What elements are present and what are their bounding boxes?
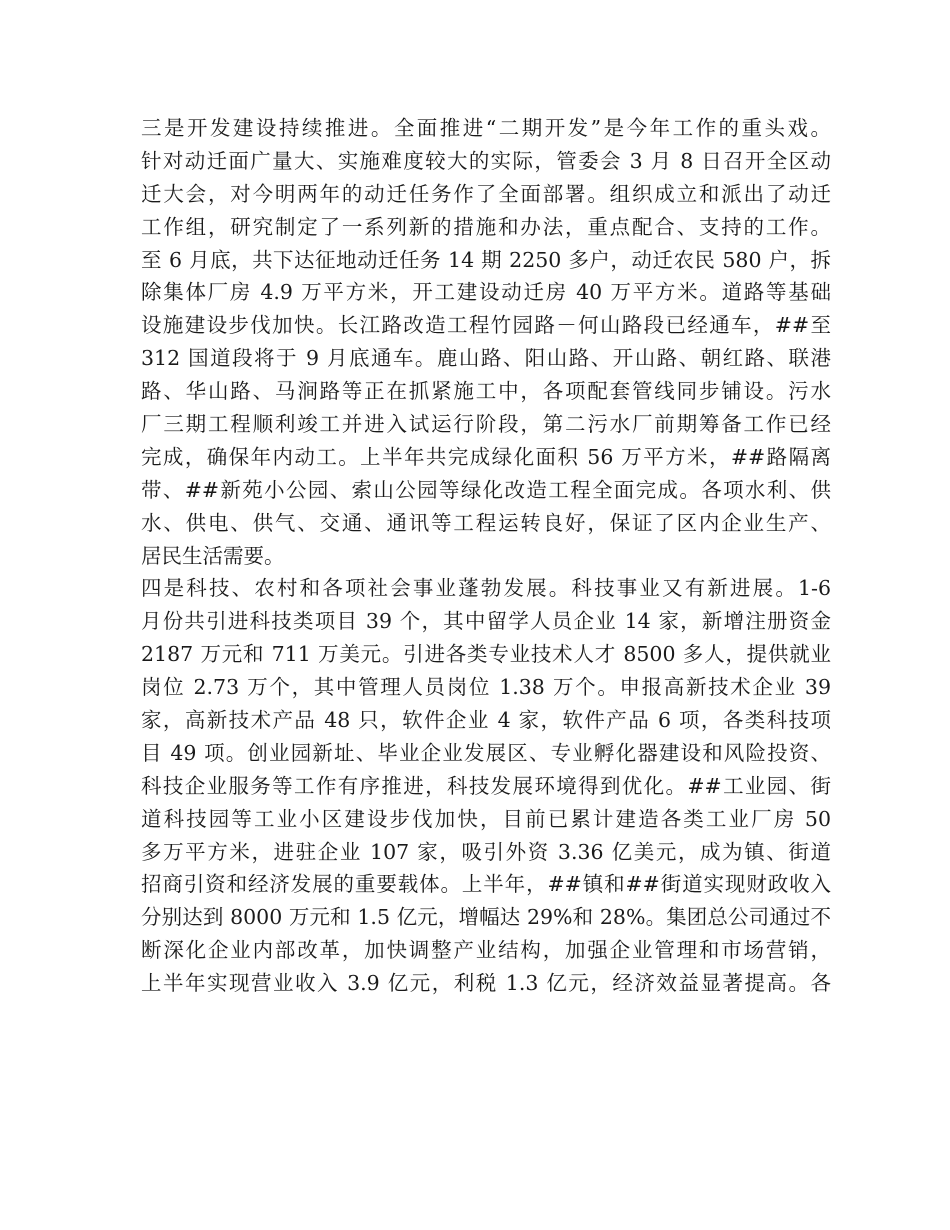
- text-line: 月份共引进科技类项目 39 个，其中留学人员企业 14 家，新增注册资金: [141, 609, 831, 634]
- text-line: 多万平方米，进驻企业 107 家，吸引外资 3.36 亿美元，成为镇、街道: [141, 839, 831, 864]
- text-line: 三是开发建设持续推进。全面推进“二期开发”是今年工作的重头戏。: [141, 116, 831, 140]
- text-line: 厂三期工程顺利竣工并进入试运行阶段，第二污水厂前期筹备工作已经: [141, 412, 831, 437]
- text-line: 312 国道段将于 9 月底通车。鹿山路、阳山路、开山路、朝红路、联港: [141, 346, 831, 371]
- text-line: 针对动迁面广量大、实施难度较大的实际，管委会 3 月 8 日召开全区动: [141, 148, 831, 173]
- text-line: 招商引资和经济发展的重要载体。上半年，##镇和##街道实现财政收入: [141, 872, 831, 897]
- text-line: 至 6 月底，共下达征地动迁任务 14 期 2250 多户，动迁农民 580 户，拆: [141, 247, 831, 272]
- text-line: 四是科技、农村和各项社会事业蓬勃发展。科技事业又有新进展。1-6: [141, 576, 831, 601]
- text-line: 上半年实现营业收入 3.9 亿元，利税 1.3 亿元，经济效益显著提高。各: [141, 971, 831, 996]
- text-line: 水、供电、供气、交通、通讯等工程运转良好，保证了区内企业生产、: [141, 510, 831, 535]
- text-line: 除集体厂房 4.9 万平方米，开工建设动迁房 40 万平方米。道路等基础: [141, 280, 831, 305]
- text-line: 目 49 项。创业园新址、毕业企业发展区、专业孵化器建设和风险投资、: [141, 740, 831, 765]
- text-line: 带、##新苑小公园、索山公园等绿化改造工程全面完成。各项水利、供: [141, 477, 831, 502]
- text-line: 完成，确保年内动工。上半年共完成绿化面积 56 万平方米，##路隔离: [141, 444, 831, 469]
- text-line: 道科技园等工业小区建设步伐加快，目前已累计建造各类工业厂房 50: [141, 806, 831, 831]
- body-text: [141, 112, 831, 1000]
- text-line: 路、华山路、马涧路等正在抓紧施工中，各项配套管线同步铺设。污水: [141, 379, 831, 404]
- text-line: 岗位 2.73 万个，其中管理人员岗位 1.38 万个。申报高新技术企业 39: [141, 675, 831, 700]
- text-line: 迁大会，对今明两年的动迁任务作了全面部署。组织成立和派出了动迁: [141, 181, 831, 206]
- text-line: 家，高新技术产品 48 只，软件企业 4 家，软件产品 6 项，各类科技项: [141, 708, 831, 733]
- text-line: 工作组，研究制定了一系列新的措施和办法，重点配合、支持的工作。: [141, 214, 831, 239]
- text-line: 居民生活需要。: [141, 543, 285, 568]
- text-line: 断深化企业内部改革，加快调整产业结构，加强企业管理和市场营销，: [141, 938, 831, 963]
- text-line: 2187 万元和 711 万美元。引进各类专业技术人才 8500 多人，提供就业: [141, 642, 831, 667]
- text-line: 科技企业服务等工作有序推进，科技发展环境得到优化。##工业园、街: [141, 773, 831, 798]
- text-line: 分别达到 8000 万元和 1.5 亿元，增幅达 29%和 28%。集团总公司通过不: [141, 905, 831, 930]
- text-line: 设施建设步伐加快。长江路改造工程竹园路－何山路段已经通车，##至: [141, 313, 831, 338]
